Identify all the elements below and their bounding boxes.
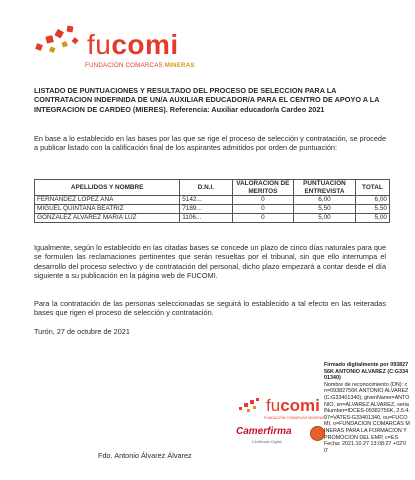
fucomi-wordmark: fucomi — [87, 29, 179, 60]
claims-paragraph: Igualmente, según lo establecido en las citadas bases se concede un plazo de cinco días naturales para que se formulen las reclamaciones pertinentes que serán resueltas por el tribunal, sin que ello interrumpa el desarrollo del proceso selectivo y de contratación del personal, dicho plazo empezará a contar desde el día siguiente a su publicación en la página web de FUCOMI. — [34, 243, 386, 281]
cell-name: MIGUEL QUINTANA BEATRIZ — [35, 205, 180, 214]
table-header-row — [35, 180, 390, 196]
column-header: TOTAL — [355, 180, 389, 196]
camerfirma-logo — [236, 426, 332, 450]
cell-dni: 5142... — [180, 196, 232, 205]
stamp-wordmark: fucomi — [266, 396, 320, 415]
column-header: D.N.I. — [180, 180, 232, 196]
place-date: Turón, 27 de octubre de 2021 — [34, 327, 130, 336]
fucomi-logo-mark-icon — [33, 24, 85, 60]
cell-dni: 1106... — [180, 214, 232, 223]
cell-merits: 0 — [232, 205, 294, 214]
digital-signature-date: Fecha: 2021.10.27 13:08:27 +02'00' — [324, 441, 407, 454]
cell-total: 5,50 — [355, 205, 389, 214]
stamp-subtitle: FUNDACIÓN COMARCAS MINERAS — [264, 416, 325, 420]
column-header: APELLIDOS Y NOMBRE — [35, 180, 180, 196]
column-header: PUNTUACIÓN ENTREVISTA — [294, 180, 356, 196]
digital-signature-dn: Nombre de reconocimiento (DN): cn=09382756K ANTONIO ALVAREZ (C:G33401340), givenName=ANTONIO, sn=ALVAREZ ALVAREZ, serialNumber=IDCES-09382756K, 2.5.4.97=VATES-G33401340, ou=FUCOMI, o=FUNDACION COMARCAS MINERAS PARA LA FORMACION Y PROMOCION DEL EMP, c=ES — [324, 381, 410, 441]
cell-merits: 0 — [232, 196, 294, 205]
camerfirma-seal-icon — [310, 426, 325, 441]
table-row — [35, 205, 390, 214]
document-heading: LISTADO DE PUNTUACIONES Y RESULTADO DEL PROCESO DE SELECCION PARA LA CONTRATACION INDEFINIDA DE UN/A AUXILIAR EDUCADOR/A PARA EL CENTRO DE APOYO A LA INTEGRACION DE CARDEO (MIERES). Referencia: Auxiliar educador/a Cardeo 2021 — [34, 86, 380, 114]
cell-interview: 6,00 — [294, 196, 356, 205]
fucomi-subtitle: FUNDACIÓN COMARCAS MINERAS — [85, 62, 195, 69]
table-row — [35, 214, 390, 223]
scores-table — [34, 179, 390, 223]
camerfirma-caption: Certificado Digital — [252, 440, 282, 444]
signer-name: Fdo. Antonio Álvarez Álvarez — [98, 451, 192, 460]
cell-total: 5,00 — [355, 214, 389, 223]
intro-paragraph: En base a lo establecido en las bases por las que se rige el proceso de selección y contratación, se procede a publicar listado con la calificación final de los aspirantes admitidos por orden de puntuación: — [34, 134, 386, 153]
digital-signature-block — [324, 362, 410, 454]
cell-name: GONZALEZ ALVAREZ MARIA LUZ — [35, 214, 180, 223]
cell-dni: 7189... — [180, 205, 232, 214]
fucomi-logo — [33, 24, 213, 74]
table-row — [35, 196, 390, 205]
stamp-logo-mark-icon — [238, 397, 264, 415]
cell-interview: 5,00 — [294, 214, 356, 223]
digital-signature-title: Firmado digitalmente por 09382756K ANTONIO ALVAREZ (C:G33401340) — [324, 362, 409, 382]
stamp-fucomi-logo — [238, 395, 330, 425]
column-header: VALORACION DE MERITOS — [232, 180, 294, 196]
cell-interview: 5,50 — [294, 205, 356, 214]
cell-total: 6,00 — [355, 196, 389, 205]
cell-name: FERNANDEZ LOPEZ ANA — [35, 196, 180, 205]
camerfirma-name: Camerfirma — [236, 426, 292, 437]
cell-merits: 0 — [232, 214, 294, 223]
contract-paragraph: Para la contratación de las personas seleccionadas se seguirá lo establecido a tal efecto en las reiteradas bases que rigen el proceso de selección y contratación. — [34, 299, 386, 318]
